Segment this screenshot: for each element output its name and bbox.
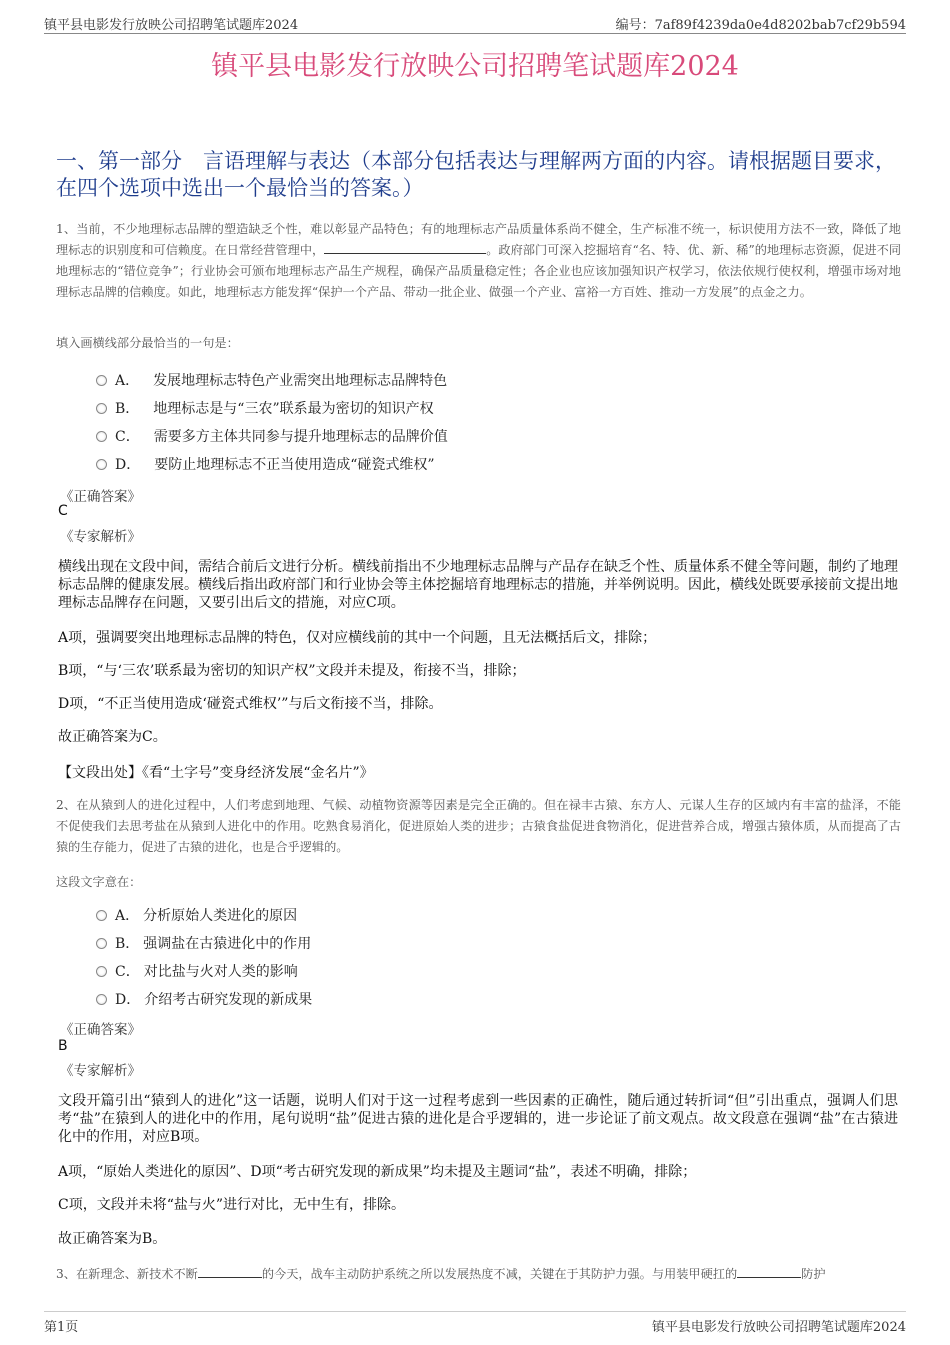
- option-text: 要防止地理标志不正当使用造成“碰瓷式维权”: [154, 457, 435, 473]
- analysis-label: 《专家解析》: [60, 529, 141, 545]
- option-2-d[interactable]: [96, 989, 312, 1009]
- answer-label: 《正确答案》: [60, 1022, 141, 1038]
- analysis-paragraph: A项，强调要突出地理标志品牌的特色，仅对应横线前的其中一个问题，且无法概括后文，排除；: [58, 630, 657, 646]
- analysis-paragraph: 故正确答案为B。: [58, 1231, 167, 1247]
- page-number: 第1页: [44, 1320, 79, 1335]
- analysis-label: 《专家解析》: [60, 1063, 141, 1079]
- radio-icon[interactable]: [96, 403, 107, 414]
- option-letter: B．: [115, 936, 140, 952]
- option-text: 强调盐在古猿进化中的作用: [143, 936, 312, 952]
- answer-label: 《正确答案》: [60, 489, 141, 505]
- radio-icon[interactable]: [96, 431, 107, 442]
- header-doc-title: 镇平县电影发行放映公司招聘笔试题库2024: [44, 18, 299, 33]
- radio-icon[interactable]: [96, 910, 107, 921]
- footer-doc-title: 镇平县电影发行放映公司招聘笔试题库2024: [651, 1320, 906, 1335]
- radio-icon[interactable]: [96, 375, 107, 386]
- option-2-b[interactable]: [96, 933, 311, 953]
- option-2-c[interactable]: [96, 961, 298, 981]
- question-2-text: 2、在从猿到人的进化过程中，人们考虑到地理、气候、动植物资源等因素是完全正确的。但在禄丰古猿、东方人、元谋人生存的区域内有丰富的盐泽，不能不促使我们去思考盐在从猿到人进化中的作用。吃熟食易消化，促进原始人类的进步；古猿食盐促进食物消化，促进营养合成，增强古猿体质，从而提高了古猿的生存能力，促进了古猿的进化，也是合乎逻辑的。: [56, 798, 901, 854]
- option-letter: C．: [115, 429, 140, 445]
- answer-value: B: [58, 1038, 68, 1054]
- question-3-text-a: 3、在新理念、新技术不断: [56, 1267, 198, 1281]
- option-1-b[interactable]: [96, 398, 434, 418]
- source-citation: 【文段出处】《看“土字号”变身经济发展“金名片”》: [58, 765, 374, 781]
- header-doc-id: 编号：7af89f4239da0e4d8202bab7cf29b594: [615, 18, 906, 33]
- fill-blank: [324, 241, 486, 254]
- option-1-d[interactable]: [96, 454, 435, 474]
- question-1-text-b: 。政府部门可深入挖掘培育“名、特、优、新、稀”的地理标志资源，促进不同地理标志的“错位竞争”；行业协会可颁布地理标志产品生产规程，确保产品质量稳定性；各企业也应该加强知识产权学习，依法依规行使权利，增强市场对地理标志品牌的信赖度。如此，地理标志方能发挥“保护一个产品、带动一批企业、做强一个产业、富裕一方百姓、推动一方发展”的点金之力。: [56, 243, 902, 299]
- option-2-a[interactable]: [96, 905, 297, 925]
- option-letter: B．: [115, 401, 140, 417]
- question-3-text-b: 的今天，战车主动防护系统之所以发展热度不减，关键在于其防护力强。与用装甲硬扛的: [261, 1267, 738, 1281]
- question-1-text-a: 1、当前，不少地理标志品牌的塑造缺乏个性，难以彰显产品特色；有的地理标志产品质量体系尚不健全，生产标准不统一，标识使用方法不一致，降低了地理标志的识别度和可信赖度。在日常经营管理中，: [56, 222, 901, 257]
- analysis-paragraph: C项，文段并未将“盐与火”进行对比，无中生有，排除。: [58, 1197, 406, 1213]
- question-1-prompt: 填入画横线部分最恰当的一句是：: [56, 336, 239, 350]
- option-text: 地理标志是与“三农”联系最为密切的知识产权: [153, 401, 434, 417]
- analysis-paragraph: 横线出现在文段中间，需结合前后文进行分析。横线前指出不少地理标志品牌与产品存在缺乏个性、质量体系不健全等问题，制约了地理标志品牌的健康发展。横线后指出政府部门和行业协会等主体挖掘培育地理标志的措施，并举例说明。因此，横线处既要承接前文提出地理标志品牌存在问题，又要引出后文的措施，对应C项。: [58, 559, 898, 611]
- option-letter: D．: [115, 992, 141, 1008]
- question-1-text: [56, 219, 901, 303]
- option-1-c[interactable]: [96, 426, 448, 446]
- option-letter: A．: [115, 908, 140, 924]
- option-1-a[interactable]: [96, 370, 447, 390]
- radio-icon[interactable]: [96, 994, 107, 1005]
- question-3-text: [56, 1264, 901, 1286]
- analysis-paragraph: D项，“不正当使用造成‘碰瓷式维权’”与后文衔接不当，排除。: [58, 696, 443, 712]
- analysis-paragraph: B项，“与‘三农’联系最为密切的知识产权”文段并未提及，衔接不当，排除；: [58, 663, 526, 679]
- radio-icon[interactable]: [96, 966, 107, 977]
- option-letter: C．: [115, 964, 140, 980]
- page-title: 镇平县电影发行放映公司招聘笔试题库2024: [211, 51, 739, 82]
- radio-icon[interactable]: [96, 938, 107, 949]
- option-text: 介绍考古研究发现的新成果: [144, 992, 313, 1008]
- radio-icon[interactable]: [96, 459, 107, 470]
- analysis-paragraph: 文段开篇引出“猿到人的进化”这一话题，说明人们对于这一过程考虑到一些因素的正确性，随后通过转折词“但”引出重点，强调人们思考“盐”在猿到人的进化中的作用，尾句说明“盐”促进古猿的进化是合乎逻辑的，进一步论证了前文观点。故文段意在强调“盐”在古猿进化中的作用，对应B项。: [58, 1093, 898, 1145]
- option-letter: A．: [115, 373, 140, 389]
- option-text: 发展地理标志特色产业需突出地理标志品牌特色: [153, 373, 448, 389]
- analysis-paragraph: A项，“原始人类进化的原因”、D项“考古研究发现的新成果”均未提及主题词“盐”，表述不明确，排除；: [58, 1164, 697, 1180]
- option-letter: D．: [115, 457, 141, 473]
- section-heading: 一、第一部分 言语理解与表达（本部分包括表达与理解两方面的内容。请根据题目要求，在四个选项中选出一个最恰当的答案。）: [56, 149, 896, 200]
- header-divider: [44, 33, 906, 34]
- fill-blank: [198, 1265, 262, 1278]
- option-text: 分析原始人类进化的原因: [143, 908, 298, 924]
- analysis-paragraph: 故正确答案为C。: [58, 729, 167, 745]
- fill-blank: [737, 1265, 801, 1278]
- question-3-text-c: 防护: [801, 1267, 826, 1281]
- question-2-prompt: 这段文字意在：: [56, 875, 142, 889]
- option-text: 需要多方主体共同参与提升地理标志的品牌价值: [153, 429, 448, 445]
- footer-divider: [44, 1311, 906, 1312]
- option-text: 对比盐与火对人类的影响: [143, 964, 298, 980]
- answer-value: C: [58, 503, 68, 519]
